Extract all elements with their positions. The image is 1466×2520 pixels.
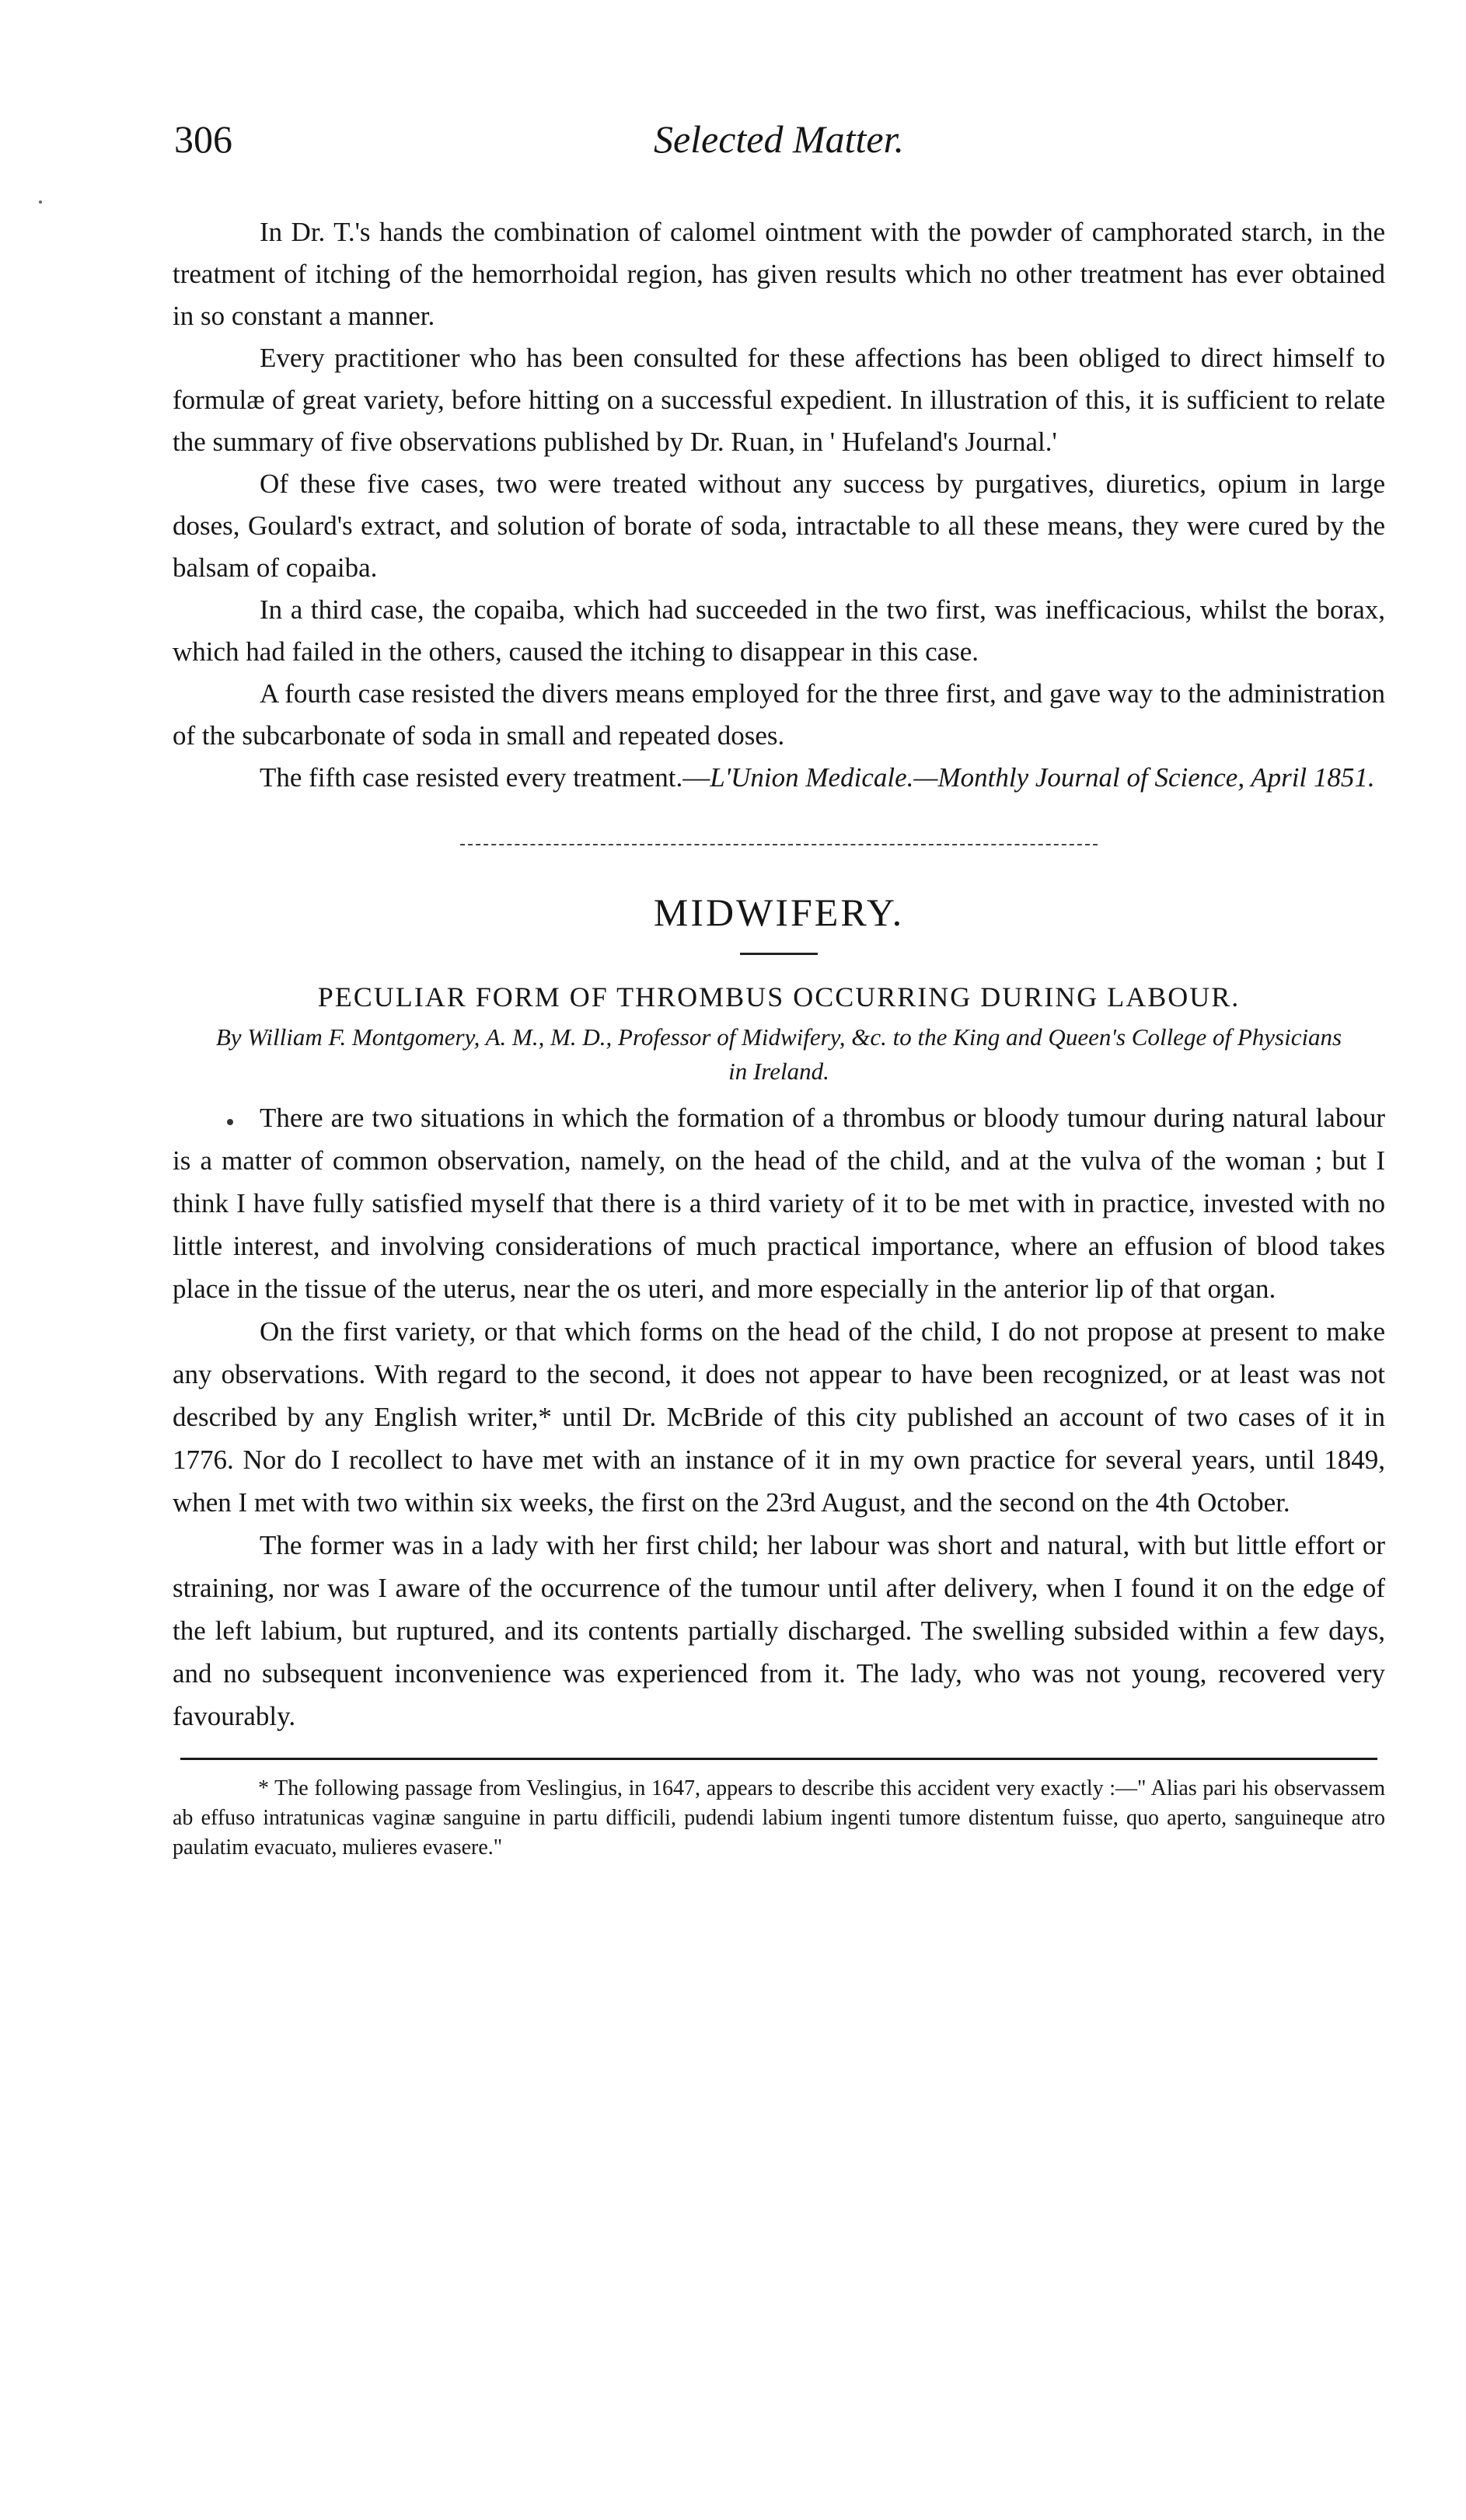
footnote: * The following passage from Veslingius, in 1647, appears to describe this accident very exactly :—" Alias pari his observassem ab effuso intratunicas vaginæ sanguine in partu difficili, pudendi labium ingenti tumore distentum fuisse, quo aperto, sanguineque atro paulatim evacuato, mulieres evasere." [173,1776,1385,1860]
paragraph-with-source [173,757,1385,799]
paragraph: The former was in a lady with her first child; her labour was short and natural, with but little effort or straining, nor was I aware of the occurrence of the tumour until after delivery, when I found it on the edge of the left labium, but ruptured, and its contents partially discharged. The swelling subsided within a few days, and no subsequent inconvenience was experienced from it. The lady, who was not young, recovered very favourably. [173,1530,1385,1731]
running-title: Selected Matter. [653,117,905,161]
print-speck [39,200,42,204]
article-title: PECULIAR FORM OF THROMBUS OCCURRING DURING LABOUR. [317,981,1241,1013]
section-divider [460,844,1098,845]
running-head [173,117,1385,163]
article-body [173,1096,1385,1738]
paragraph: In Dr. T.'s hands the combination of calomel ointment with the powder of camphorated starch, in the treatment of itching of the hemorrhoidal region, has given results which no other treatment has ever obtained in so constant a manner. [173,217,1385,331]
paragraph: A fourth case resisted the divers means employed for the three first, and gave way to the administration of the subcarbonate of soda in small and repeated doses. [173,678,1385,751]
footnote-rule [180,1758,1377,1760]
paragraph: There are two situations in which the formation of a thrombus or bloody tumour during natural labour is a matter of common observation, namely, on the head of the child, and at the vulva of the woman ; but I think I have fully satisfied myself that there is a third variety of it to be met with in practice, invested with no little interest, and involving considerations of much practical importance, where an effusion of blood takes place in the tissue of the uterus, near the os uteri, and more especially in the anterior lip of that organ. [173,1103,1385,1304]
paragraph: In a third case, the copaiba, which had succeeded in the two first, was inefficacious, whilst the borax, which had failed in the others, caused the itching to disappear in this case. [173,594,1385,667]
title-rule [740,953,818,955]
article-byline: By William F. Montgomery, A. M., M. D., Professor of Midwifery, &c. to the King and Queen's College of Physicians in Ireland. [215,1023,1342,1085]
print-speck [227,1119,233,1125]
intro-text [173,211,1385,799]
paragraph-text: The fifth case resisted every treatment.— [260,762,710,793]
source-citation: L'Union Medicale.—Monthly Journal of Science, April 1851. [710,762,1375,793]
paragraph: Every practitioner who has been consulted for these affections has been obliged to direct himself to formulæ of great variety, before hitting on a successful expedient. In illustration of this, it is sufficient to relate the summary of five observations published by Dr. Ruan, in ' Hufeland's Journal.' [173,343,1385,457]
section-title: MIDWIFERY. [653,891,905,934]
page-number: 306 [174,117,232,161]
paragraph: On the first variety, or that which forms on the head of the child, I do not propose at present to make any observations. With regard to the second, it does not appear to have been recognized, or at least was not described by any English writer,* until Dr. McBride of this city published an account of two cases of it in 1776. Nor do I recollect to have met with an instance of it in my own practice for several years, until 1849, when I met with two within six weeks, the first on the 23rd August, and the second on the 4th October. [173,1316,1385,1518]
paragraph: Of these five cases, two were treated without any success by purgatives, diuretics, opium in large doses, Goulard's extract, and solution of borate of soda, intractable to all these means, they were cured by the balsam of copaiba. [173,469,1385,583]
document-page [173,117,1385,1863]
